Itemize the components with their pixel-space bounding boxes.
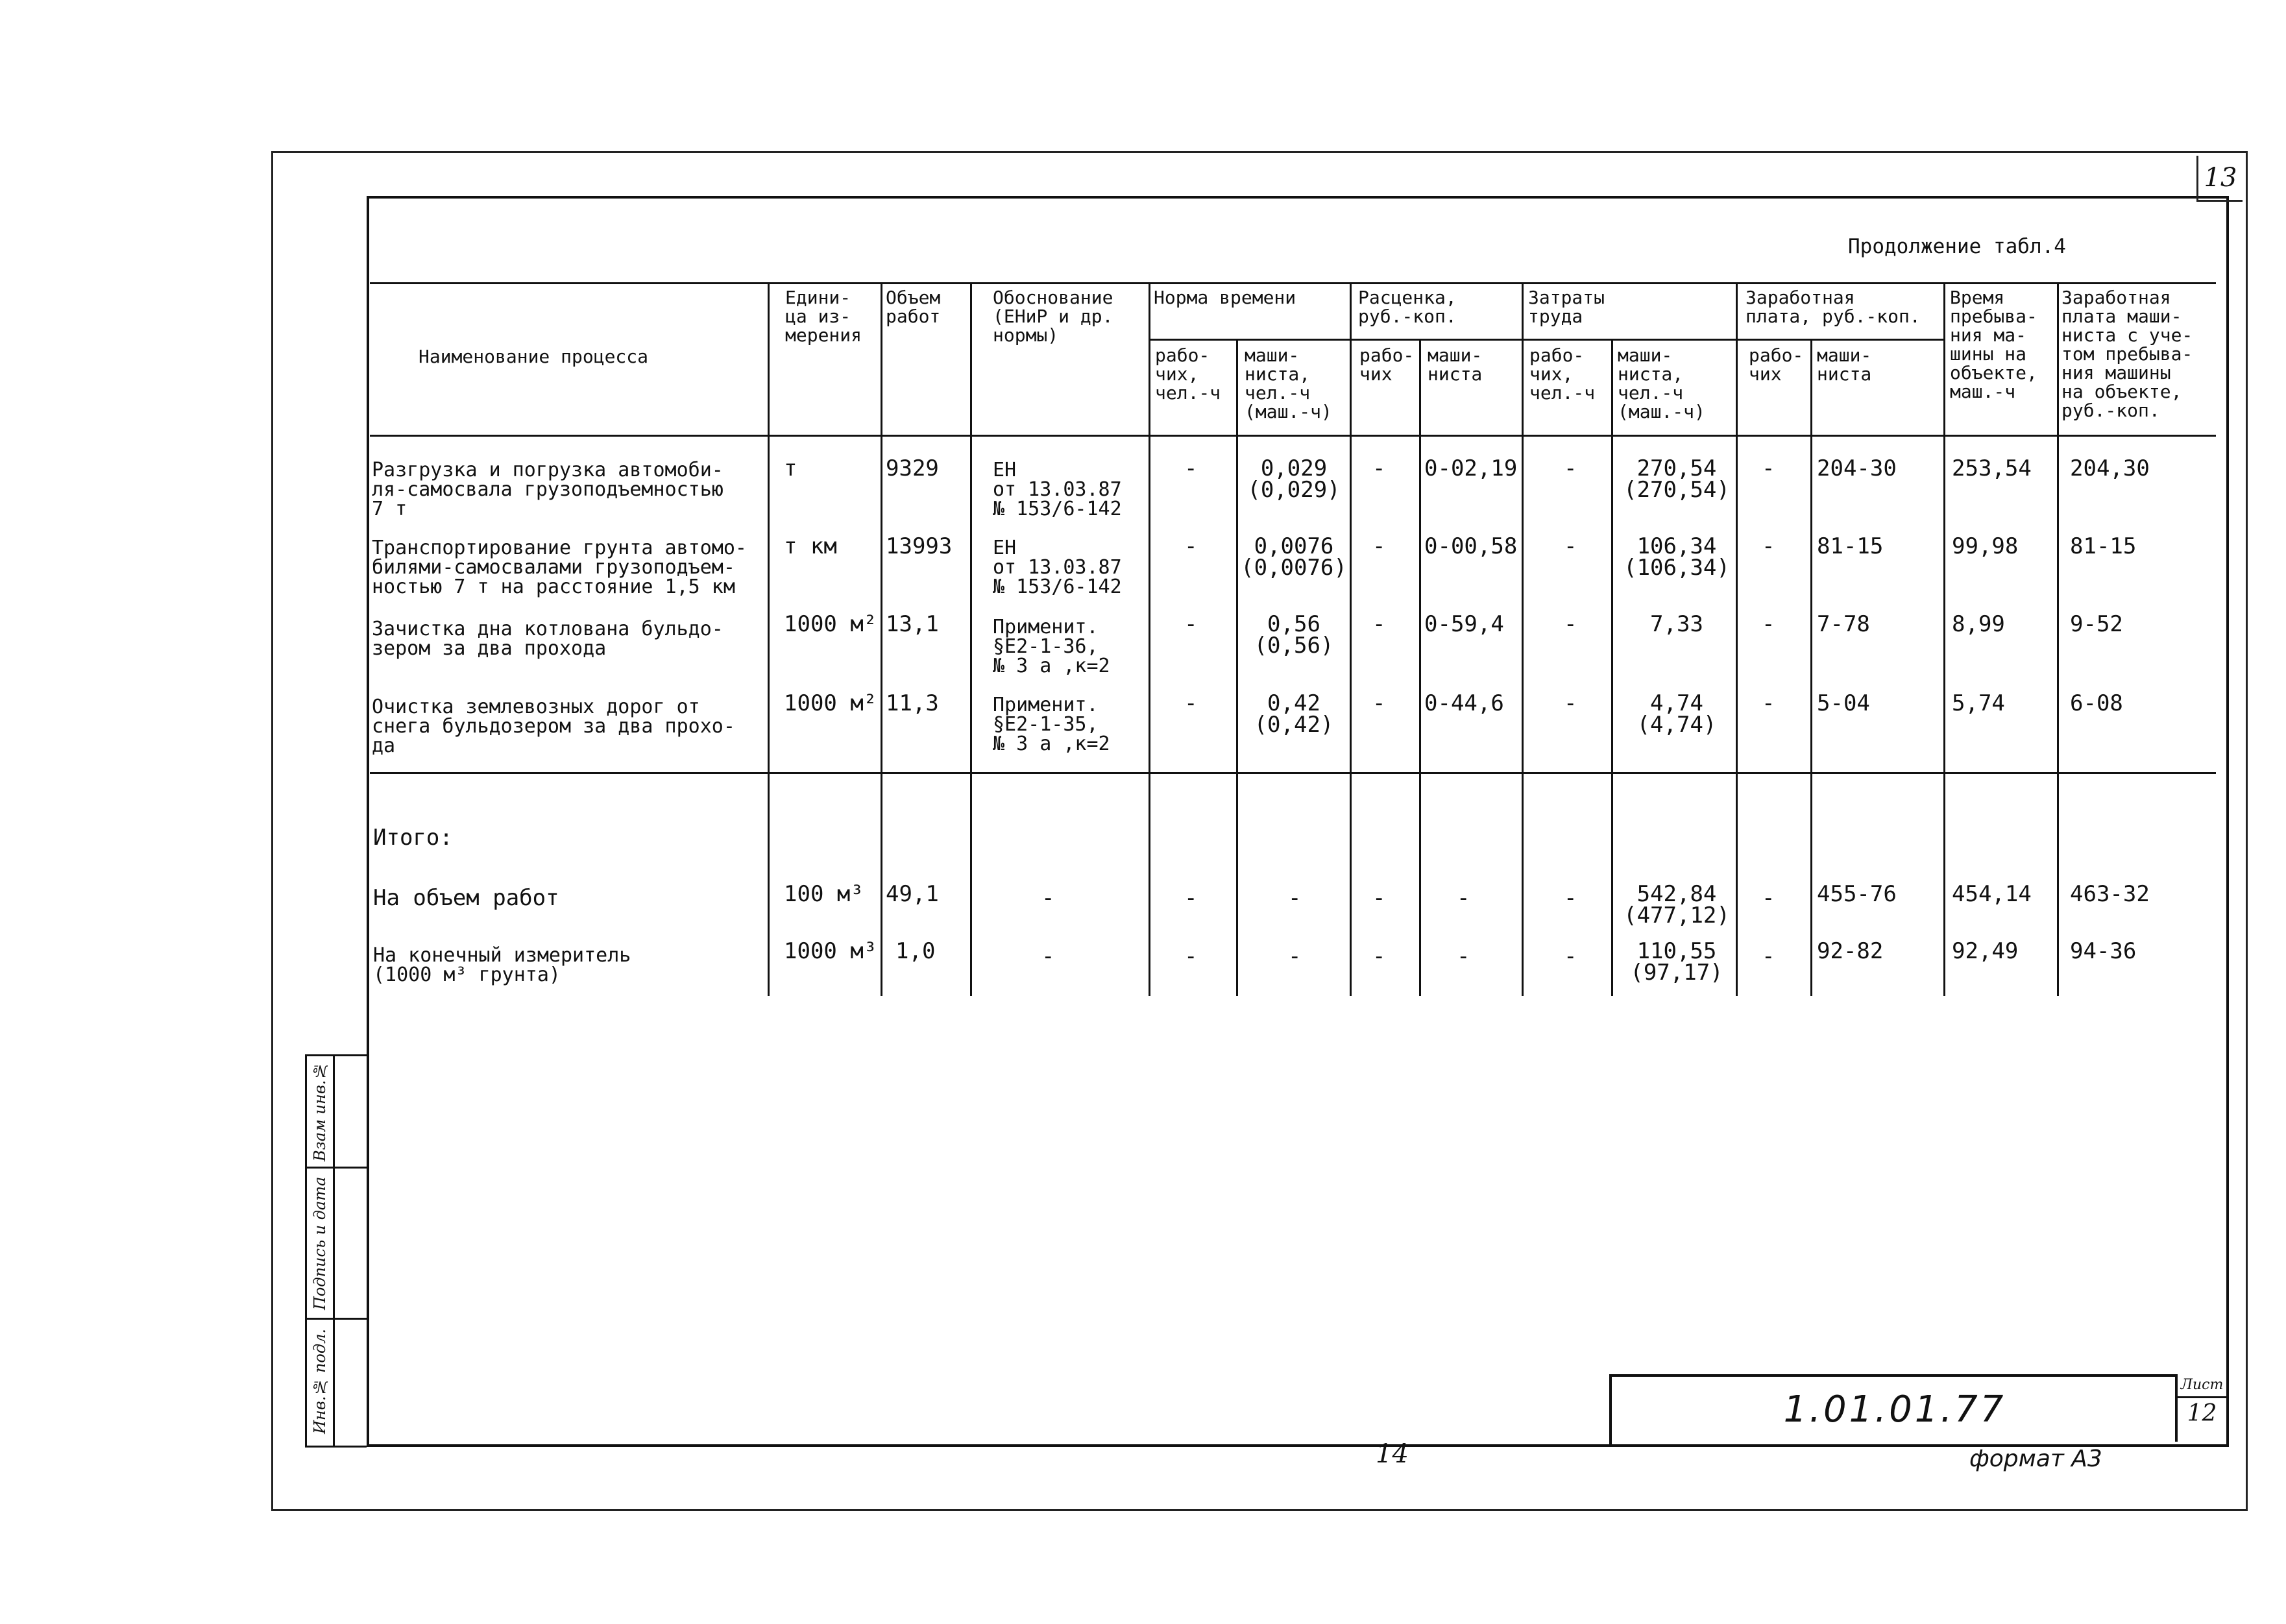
row-volume: 11,3 <box>886 690 939 716</box>
sheet-label: Лист <box>2178 1374 2226 1398</box>
row-machine-time: 92,49 <box>1952 938 2019 964</box>
row-wage-machinist: 92-82 <box>1817 938 1884 964</box>
row-machinist-wage: 204,30 <box>2070 455 2150 481</box>
header-rate: Расценка, руб.-коп. <box>1358 287 1457 327</box>
row-wage-machinist: 455-76 <box>1817 881 1897 907</box>
header-volume: Объем работ <box>886 287 941 327</box>
title-block <box>1609 1374 2178 1444</box>
row-unit: 1000 м² <box>784 611 877 637</box>
header-norm-workers: рабо- чих, чел.-ч <box>1155 345 1221 404</box>
header-name: Наименование процесса <box>419 346 649 367</box>
sheet-number: 12 <box>2187 1400 2217 1427</box>
row-labor-machinist: 270,54 (270,54) <box>1623 455 1730 503</box>
row-wage-machinist: 204-30 <box>1817 455 1897 481</box>
row-rate-workers: - <box>1372 885 1386 911</box>
row-labor-workers: - <box>1564 943 1577 969</box>
row-norm-machinist: - <box>1288 885 1302 911</box>
row-volume: 13993 <box>886 533 953 559</box>
row-machine-time: 5,74 <box>1952 690 2005 716</box>
row-norm-workers: - <box>1184 611 1198 637</box>
row-machinist-wage: 81-15 <box>2070 533 2137 559</box>
row-rate-workers: - <box>1372 690 1386 716</box>
row-labor-machinist: 106,34 (106,34) <box>1623 533 1730 581</box>
row-labor-machinist: 542,84 (477,12) <box>1623 881 1730 928</box>
header-machine-time: Время пребыва- ния ма- шины на объекте, маш.-ч <box>1950 287 2037 402</box>
row-norm-workers: - <box>1184 455 1198 481</box>
row-rate-machinist: 0-44,6 <box>1424 690 1504 716</box>
row-basis: ЕН от 13.03.87 № 153/6-142 <box>993 537 1122 598</box>
document-code: 1.01.01.77 <box>1783 1388 2006 1431</box>
row-norm-workers: - <box>1184 690 1198 716</box>
row-labor-machinist: 7,33 <box>1650 611 1703 637</box>
row-rate-machinist: 0-00,58 <box>1424 533 1518 559</box>
row-unit: т км <box>784 533 837 559</box>
header-unit: Едини- ца из- мерения <box>785 287 862 346</box>
row-machine-time: 253,54 <box>1952 455 2032 481</box>
row-norm-machinist: 0,42 (0,42) <box>1254 690 1334 738</box>
row-wage-workers: - <box>1762 533 1775 559</box>
row-rate-machinist: - <box>1457 943 1470 969</box>
header-labor-workers: рабо- чих, чел.-ч <box>1529 345 1596 404</box>
row-rate-machinist: 0-59,4 <box>1424 611 1504 637</box>
row-wage-workers: - <box>1762 611 1775 637</box>
row-norm-workers: - <box>1184 885 1198 911</box>
header-norm-machinist: маши- ниста, чел.-ч (маш.-ч) <box>1245 345 1332 422</box>
header-norm: Норма времени <box>1154 287 1296 308</box>
row-machinist-wage: 6-08 <box>2070 690 2123 716</box>
corner-page-number: 13 <box>2196 156 2243 202</box>
header-rate-machinist: маши- ниста <box>1428 345 1483 385</box>
row-rate-workers: - <box>1372 533 1386 559</box>
header-machinist-wage: Заработная плата маши- ниста с уче- том пребыва- ния машины на объекте, руб.-коп. <box>2061 287 2193 421</box>
row-labor-machinist: 110,55 (97,17) <box>1630 938 1723 986</box>
row-labor-workers: - <box>1564 611 1577 637</box>
header-wage-machinist: маши- ниста <box>1817 345 1872 385</box>
row-labor-machinist: 4,74 (4,74) <box>1636 690 1717 738</box>
side-stamp-strip <box>331 1054 367 1448</box>
header-labor: Затраты труда <box>1528 287 1605 327</box>
header-wage-workers: рабо- чих <box>1749 345 1804 385</box>
row-norm-machinist: 0,0076 (0,0076) <box>1241 533 1347 581</box>
row-name: На конечный измеритель (1000 м³ грунта) <box>373 944 631 986</box>
row-wage-workers: - <box>1762 885 1775 911</box>
header-labor-machinist: маши- ниста, чел.-ч (маш.-ч) <box>1618 345 1705 422</box>
row-volume: 9329 <box>886 455 939 481</box>
row-unit: т <box>784 455 797 481</box>
header-rate-workers: рабо- чих <box>1359 345 1415 385</box>
row-volume: 1,0 <box>895 938 936 964</box>
row-labor-workers: - <box>1564 455 1577 481</box>
header-wage: Заработная плата, руб.-коп. <box>1745 287 1921 327</box>
row-unit: 1000 м² <box>784 690 877 716</box>
row-wage-workers: - <box>1762 690 1775 716</box>
bottom-page-number: 14 <box>1376 1439 1409 1469</box>
row-rate-workers: - <box>1372 455 1386 481</box>
row-wage-machinist: 7-78 <box>1817 611 1870 637</box>
header-basis: Обоснование (ЕНиР и др. нормы) <box>993 287 1113 346</box>
row-norm-machinist: 0,56 (0,56) <box>1254 611 1334 659</box>
side-stamp-signature-date: Подпись и дата <box>311 1176 329 1310</box>
table-continuation-label: Продолжение табл.4 <box>1848 235 2066 258</box>
row-basis: Применит. §Е2-1-36, № 3 а ,к=2 <box>993 616 1110 677</box>
sheet-box <box>2175 1374 2226 1442</box>
row-name: Разгрузка и погрузка автомоби- ля-самосвала грузоподъемностью 7 т <box>372 459 723 520</box>
row-labor-workers: - <box>1564 885 1577 911</box>
row-labor-workers: - <box>1564 690 1577 716</box>
row-machine-time: 8,99 <box>1952 611 2005 637</box>
row-rate-machinist: - <box>1457 885 1470 911</box>
row-machinist-wage: 9-52 <box>2070 611 2123 637</box>
row-norm-workers: - <box>1184 943 1198 969</box>
row-rate-workers: - <box>1372 943 1386 969</box>
side-stamp-original-inv: Инв.№ подл. <box>311 1329 329 1434</box>
row-labor-workers: - <box>1564 533 1577 559</box>
totals-label: Итого: <box>373 825 453 851</box>
row-volume: 13,1 <box>886 611 939 637</box>
row-name: На объем работ <box>373 885 559 911</box>
paper-format: формат А3 <box>1969 1446 2102 1472</box>
row-unit: 100 м³ <box>784 881 864 907</box>
row-name: Зачистка дна котлована бульдо- зером за два прохода <box>372 618 723 660</box>
row-rate-machinist: 0-02,19 <box>1424 455 1518 481</box>
side-stamp-replaced-inv: Взам инв.№ <box>311 1061 329 1161</box>
row-name: Очистка землевозных дорог от снега бульдозером за два прохо- да <box>372 696 735 757</box>
row-rate-workers: - <box>1372 611 1386 637</box>
row-volume: 49,1 <box>886 881 939 907</box>
row-basis: ЕН от 13.03.87 № 153/6-142 <box>993 459 1122 520</box>
row-wage-machinist: 81-15 <box>1817 533 1884 559</box>
row-basis: Применит. §Е2-1-35, № 3 а ,к=2 <box>993 694 1110 755</box>
row-norm-workers: - <box>1184 533 1198 559</box>
row-wage-workers: - <box>1762 455 1775 481</box>
row-norm-machinist: 0,029 (0,029) <box>1247 455 1341 503</box>
row-unit: 1000 м³ <box>784 938 877 964</box>
row-wage-machinist: 5-04 <box>1817 690 1870 716</box>
row-name: Транспортирование грунта автомо- билями-самосвалами грузоподъем- ностью 7 т на расстояние 1,5 км <box>372 537 747 598</box>
row-wage-workers: - <box>1762 943 1775 969</box>
row-basis: - <box>1041 943 1055 969</box>
row-machinist-wage: 94-36 <box>2070 938 2137 964</box>
row-norm-machinist: - <box>1288 943 1302 969</box>
row-machinist-wage: 463-32 <box>2070 881 2150 907</box>
row-machine-time: 99,98 <box>1952 533 2019 559</box>
row-basis: - <box>1041 885 1055 911</box>
row-machine-time: 454,14 <box>1952 881 2032 907</box>
